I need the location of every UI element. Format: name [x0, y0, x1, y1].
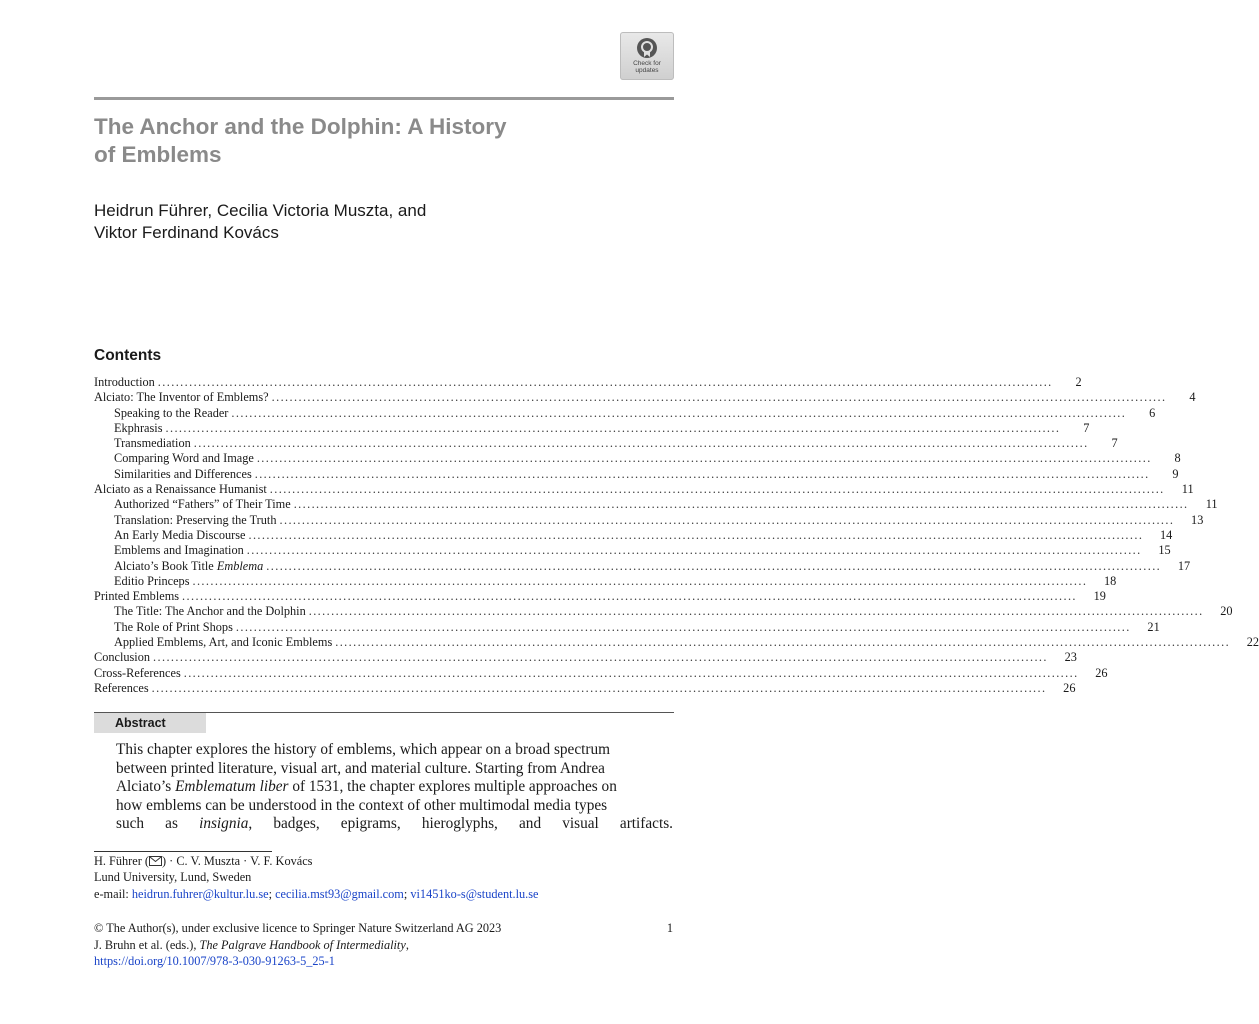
chapter-title: The Anchor and the Dolphin: A History of Emblems [94, 114, 507, 167]
toc-entry[interactable] [94, 558, 1191, 574]
email-line: e-mail: heidrun.fuhrer@kultur.lu.se; cecilia.mst93@gmail.com; vi1451ko-s@student.lu.se [94, 886, 539, 901]
toc-entry-page: 13 [1191, 512, 1204, 527]
toc-leader-dots: ........................................................................................................................................................................................................ [246, 543, 1142, 558]
toc-entry-page: 11 [1181, 482, 1194, 497]
toc-entry-page: 23 [1064, 650, 1077, 665]
toc-leader-dots: ........................................................................................................................................................................................................ [183, 665, 1079, 680]
toc-entry-page: 19 [1093, 589, 1106, 604]
toc-leader-dots: ........................................................................................................................................................................................................ [192, 573, 1088, 588]
toc-leader-dots: ........................................................................................................................................................................................................ [266, 558, 1162, 573]
citation-footer [94, 920, 501, 970]
citation-line: J. Bruhn et al. (eds.), The Palgrave Handbook of Intermediality, [94, 937, 409, 952]
toc-leader-dots: ........................................................................................................................................................................................................ [335, 635, 1231, 650]
toc-leader-dots: ........................................................................................................................................................................................................ [235, 619, 1131, 634]
toc-entry-page: 17 [1177, 558, 1191, 573]
toc-entry-page: 22 [1246, 635, 1259, 650]
toc-entry-label: Ekphrasis [114, 420, 163, 435]
toc-entry-label: An Early Media Discourse [114, 527, 246, 542]
toc-entry-label: Comparing Word and Image [114, 451, 254, 466]
page-number: 1 [666, 921, 673, 935]
envelope-icon [149, 856, 162, 866]
badge-label: Check for updates [633, 60, 661, 74]
toc-leader-dots: ........................................................................................................................................................................................................ [165, 420, 1061, 435]
abstract-heading: Abstract [94, 713, 206, 733]
institution: Lund University, Lund, Sweden [94, 870, 252, 885]
toc-entry-page: 7 [1111, 436, 1118, 451]
footnote-rule [94, 851, 272, 852]
toc-leader-dots: ........................................................................................................................................................................................................ [256, 451, 1152, 466]
toc-leader-dots: ........................................................................................................................................................................................................ [293, 497, 1189, 512]
toc-entry[interactable] [94, 436, 1118, 451]
toc-entry-page: 15 [1158, 543, 1171, 558]
toc-entry-page: 20 [1220, 604, 1233, 619]
toc-entry-page: 21 [1147, 619, 1160, 634]
toc-entry[interactable] [94, 650, 1077, 665]
toc-entry-label: Alciato as a Renaissance Humanist [94, 482, 267, 497]
toc-entry-page: 8 [1174, 451, 1181, 466]
bookmark-icon [636, 37, 658, 59]
toc-entry[interactable] [94, 375, 1082, 390]
author-list: Heidrun Führer, Cecilia Victoria Muszta, and Viktor Ferdinand Kovács [94, 201, 427, 242]
toc-entry-label: Applied Emblems, Art, and Iconic Emblems [114, 635, 333, 650]
toc-entry[interactable] [94, 543, 1171, 558]
toc-entry-label: The Role of Print Shops [114, 619, 233, 634]
toc-entry-page: 26 [1095, 665, 1108, 680]
toc-leader-dots: ........................................................................................................................................................................................................ [279, 512, 1175, 527]
toc-entry-label: Transmediation [114, 436, 191, 451]
toc-entry-label: Conclusion [94, 650, 151, 665]
toc-entry-label: Emblems and Imagination [114, 543, 244, 558]
table-of-contents [94, 375, 1259, 696]
toc-entry[interactable] [94, 573, 1117, 589]
toc-entry[interactable] [94, 604, 1233, 619]
email-link-fuhrer[interactable]: heidrun.fuhrer@kultur.lu.se [131, 886, 269, 901]
toc-entry[interactable] [94, 512, 1204, 528]
toc-entry-label: Authorized “Fathers” of Their Time [114, 497, 291, 512]
toc-entry-page: 26 [1063, 680, 1076, 695]
toc-entry[interactable] [94, 390, 1196, 405]
check-for-updates-badge[interactable] [620, 32, 674, 80]
toc-entry[interactable] [94, 466, 1179, 482]
author-names-line: H. Führer ( ) · C. V. Muszta · V. F. Kovács [94, 854, 313, 868]
toc-entry[interactable] [94, 497, 1218, 512]
doi-link[interactable]: https://doi.org/10.1007/978-3-030-91263-5_25-1 [94, 954, 335, 968]
toc-entry-page: 9 [1172, 466, 1179, 481]
toc-leader-dots: ........................................................................................................................................................................................................ [182, 589, 1077, 604]
affiliation-block [94, 853, 539, 902]
toc-entry-label: Similarities and Differences [114, 466, 252, 481]
email-link-muszta[interactable]: cecilia.mst93@gmail.com [275, 886, 404, 901]
title-rule [94, 97, 674, 100]
toc-entry[interactable] [94, 589, 1106, 604]
toc-entry[interactable] [94, 451, 1181, 466]
toc-entry-label: Translation: Preserving the Truth [114, 512, 277, 527]
toc-leader-dots: ........................................................................................................................................................................................................ [269, 482, 1165, 497]
toc-leader-dots: ........................................................................................................................................................................................................ [308, 604, 1204, 619]
toc-entry[interactable] [94, 405, 1156, 421]
toc-entry[interactable] [94, 680, 1076, 696]
toc-entry[interactable] [94, 420, 1090, 436]
toc-entry-page: 11 [1205, 497, 1218, 512]
toc-leader-dots: ........................................................................................................................................................................................................ [151, 680, 1047, 695]
abstract-text: This chapter explores the history of emblems, which appear on a broad spectrum between printed literature, visual art, and material culture. Starting from Andrea Alciato’s Emblematum liber of 1531, the chapter explores multiple approaches on how emblems can be understood in the context of other multimodal media types such as insignia, badges, epigrams, hieroglyphs, and visual artifacts. [116, 741, 674, 833]
toc-entry-label: Alciato’s Book Title Emblema [114, 558, 264, 573]
toc-entry-page: 4 [1189, 390, 1196, 405]
toc-entry-label: The Title: The Anchor and the Dolphin [114, 604, 306, 619]
toc-leader-dots: ........................................................................................................................................................................................................ [193, 436, 1089, 451]
toc-leader-dots: ........................................................................................................................................................................................................ [248, 527, 1144, 542]
toc-entry-page: 14 [1160, 527, 1173, 542]
toc-leader-dots: ........................................................................................................................................................................................................ [271, 390, 1167, 405]
toc-entry[interactable] [94, 619, 1160, 635]
toc-entry-page: 18 [1104, 573, 1117, 588]
toc-entry-label: Alciato: The Inventor of Emblems? [94, 390, 269, 405]
toc-leader-dots: ........................................................................................................................................................................................................ [153, 650, 1048, 665]
toc-leader-dots: ........................................................................................................................................................................................................ [231, 405, 1127, 420]
toc-entry-label: Cross-References [94, 665, 181, 680]
toc-entry-label: Introduction [94, 375, 155, 389]
toc-leader-dots: ........................................................................................................................................................................................................ [254, 466, 1150, 481]
email-link-kovacs[interactable]: vi1451ko-s@student.lu.se [410, 886, 539, 901]
toc-leader-dots: ........................................................................................................................................................................................................ [157, 375, 1053, 389]
toc-entry-page: 2 [1075, 375, 1082, 389]
contents-heading: Contents [94, 347, 162, 364]
copyright-line: © The Author(s), under exclusive licence to Springer Nature Switzerland AG 2023 [94, 921, 502, 935]
toc-entry[interactable] [94, 665, 1108, 681]
toc-entry-page: 6 [1149, 405, 1156, 420]
toc-entry-page: 7 [1083, 420, 1090, 435]
toc-entry[interactable] [94, 482, 1194, 497]
toc-entry-label: Printed Emblems [94, 589, 180, 604]
toc-entry[interactable] [94, 527, 1173, 543]
toc-entry-label: Editio Princeps [114, 573, 190, 588]
toc-entry[interactable] [94, 635, 1259, 650]
toc-entry-label: References [94, 680, 149, 695]
toc-entry-label: Speaking to the Reader [114, 405, 229, 420]
